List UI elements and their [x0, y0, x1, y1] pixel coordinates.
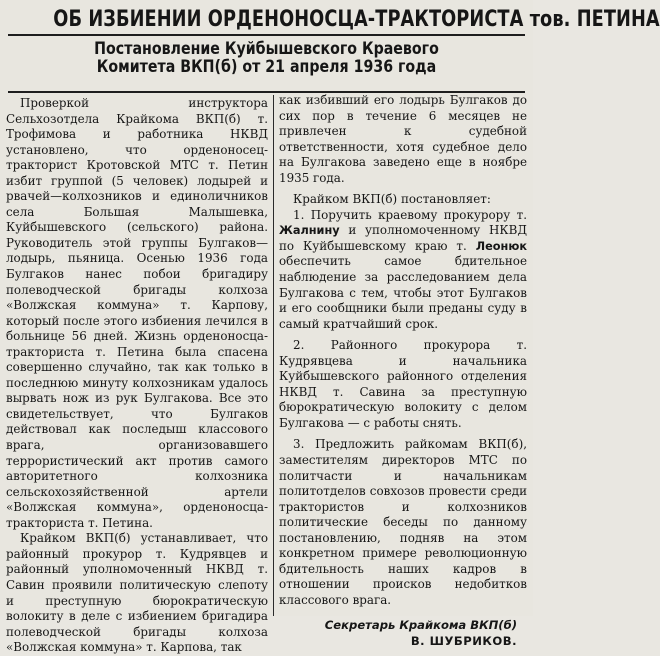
right-column — [279, 93, 528, 648]
paragraph: как избивший его лодырь Булгаков до сих пор в течение 6 месяцев не привлечен к судебной ответственности, хотя судебное дело на Булгакова заведено еще в ноябре 1935 года. — [279, 93, 527, 185]
rule-under-headline — [8, 34, 525, 36]
paragraph: Крайком ВКП(б) устанавливает, что районный прокурор т. Кудрявцев и районный уполномоченный НКВД т. Савин проявили политическую слепоту и преступную бюрократическую волокиту в деле с избиением бригадира полеводческой бригады колхоза «Волжская коммуна» т. Карпова, так — [6, 531, 268, 655]
item-text: обеспечить самое бдительное наблюдение за расследованием дела Булгакова с тем, чтобы этот Булгаков и его сообщники были преданы суду в самый кратчайший срок. — [279, 254, 527, 331]
resolution-item-2: 2. Районного прокурора т. Кудрявцева и начальника Куйбышевского районного отделения НКВД т. Савина за преступную бюрократическую волокиту с делом Булгакова — с работы снять. — [279, 338, 527, 430]
column-divider — [273, 95, 274, 616]
item-text: 1. Поручить краевому прокурору т. — [293, 207, 527, 222]
person-name: Жалнину — [279, 224, 340, 238]
subheadline-line-1: Постановление Куйбышевского Краевого — [94, 39, 439, 58]
signer-name: В. ШУБРИКОВ. — [410, 633, 517, 648]
subheadline-line-2: Комитета ВКП(б) от 21 апреля 1936 года — [96, 56, 437, 76]
resolution-item-3: 3. Предложить райкомам ВКП(б), заместителям директоров МТС по политчасти и начальникам политотделов совхозов провести среди трактористов и колхозников политические беседы по данному постановлению, подняв на этом конкретном примере революционную бдительность наших кадров в отношении происков недобитков классового врага. — [279, 437, 527, 607]
headline: ОБ ИЗБИЕНИИ ОРДЕНОНОСЦА-ТРАКТОРИСТА тов. ПЕТИНА — [53, 6, 660, 32]
left-column — [6, 96, 268, 655]
paragraph: Проверкой инструктора Сельхозотдела Крайкома ВКП(б) т. Трофимова и работника НКВД установлено, что орденоносец-тракторист Кротовской МТС т. Петин избит группой (5 человек) лодырей и рвачей—колхозников и единоличников села Большая Малышевка, Куйбышевского (сельского) района. Руководитель этой группы Булгаков—лодырь, пьяница. Осенью 1936 года Булгаков нанес побои бригадиру полеводческой бригады колхоза «Волжская коммуна» т. Карпову, который после этого избиения лечился в больнице 56 дней. Жизнь орденоносца-тракториста т. Петина была спасена совершенно случайно, так как только в последнюю минуту колхозникам удалось вырвать нож из рук Булгакова. Все это свидетельствует, что Булгаков действовал как последыш классового врага, организовавшего террористический акт против самого авторитетного колхозника сельскохозяйственной артели «Волжская коммуна», орденоносца-тракториста т. Петина. — [6, 96, 268, 530]
subheadline — [37, 40, 495, 75]
signature-block — [279, 617, 527, 649]
resolution-item-1 — [279, 208, 527, 332]
resolution-intro: Крайком ВКП(б) постановляет: — [293, 192, 491, 207]
person-name: Леонюк — [475, 239, 528, 253]
item-text: и уполномоченному НКВД по Куйбышевскому краю т. — [279, 223, 527, 253]
signature-title: Секретарь Крайкома ВКП(б) — [324, 617, 517, 632]
